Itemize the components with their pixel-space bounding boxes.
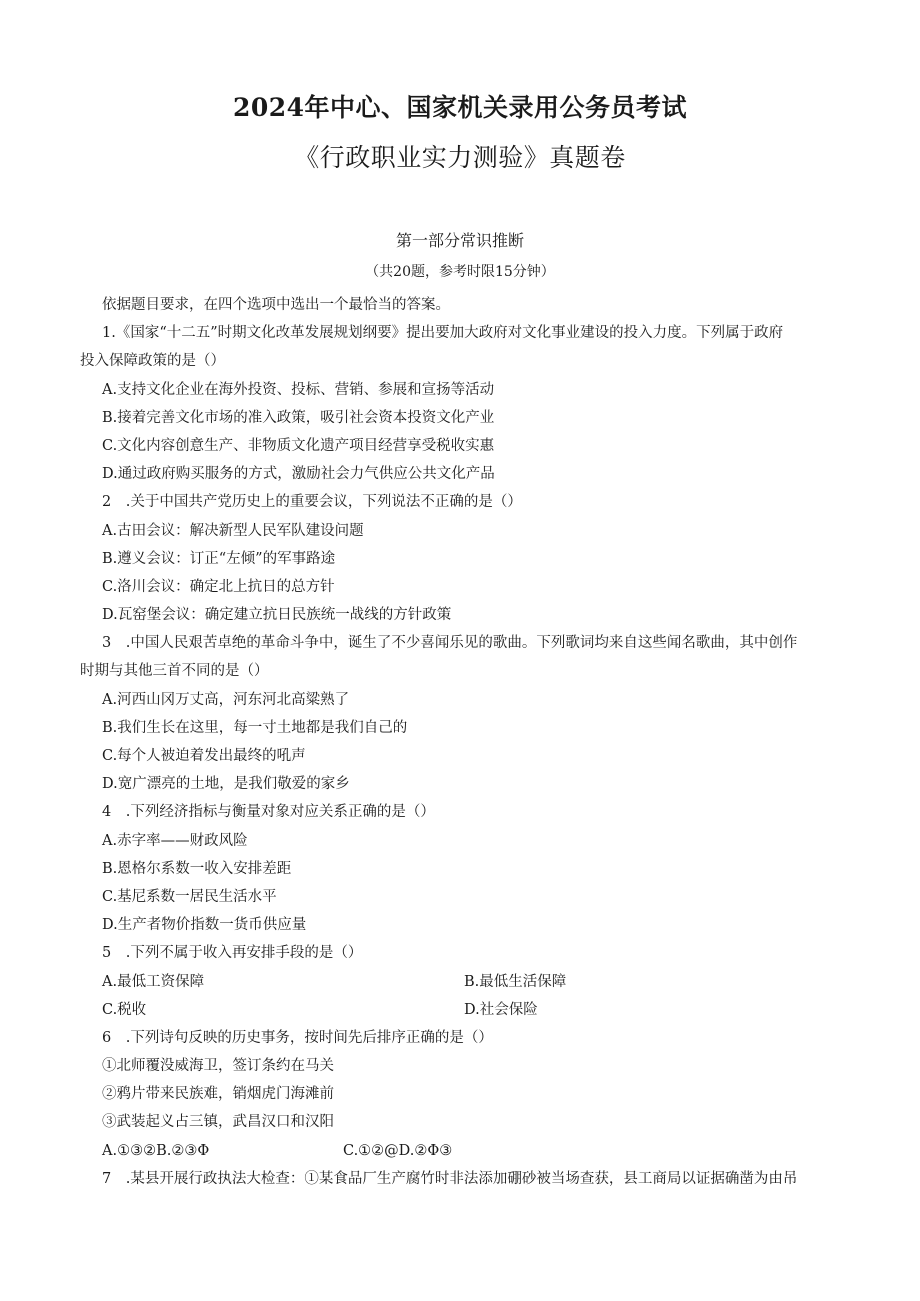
question-3-option-c: C.每个人被迫着发出最终的吼声 (102, 748, 306, 764)
exam-subtitle: 《行政职业实力测验》真题卷 (294, 143, 626, 172)
question-2-option-c: C.洛川会议：确定北上抗日的总方针 (102, 578, 335, 595)
question-1-option-a: A.支持文化企业在海外投资、投标、营销、参展和宣扬等活动 (102, 381, 495, 398)
question-5-option-b: B.最低生活保障 (464, 973, 567, 990)
instruction-text: 依据题目要求，在四个选项中选出一个最恰当的答案。 (102, 297, 450, 313)
question-1-option-c: C.文化内容创意生产、非物质文化遗产项目经营享受税收实惠 (102, 437, 495, 454)
question-2-option-d: D.瓦窑堡会议：确定建立抗日民族统一战线的方针政策 (102, 607, 452, 624)
question-6-item-2: ②鸦片带来民族难，销烟虎门海滩前 (102, 1086, 334, 1103)
question-6-item-1: ①北师覆没威海卫，签订条约在马关 (102, 1058, 334, 1075)
section-note: （共20题，参考时限15分钟） (365, 264, 555, 280)
question-1-option-b: B.接着完善文化市场的准入政策，吸引社会资本投资文化产业 (102, 409, 495, 426)
question-6-option-ab: A.①③②B.②③Φ (102, 1142, 210, 1159)
question-4-stem: 4 .下列经济指标与衡量对象对应关系正确的是（） (102, 804, 435, 821)
question-3-option-b: B.我们生长在这里，每一寸土地都是我们自己的 (102, 719, 408, 736)
question-4-option-d: D.生产者物价指数一货币供应量 (102, 917, 307, 934)
question-list (80, 291, 842, 1193)
question-1-stem: 1.《国家“十二五”时期文化改革发展规划纲要》提出要加大政府对文化事业建设的投入力度。下列属于政府 (102, 325, 784, 342)
question-5-options-row-2 (80, 996, 842, 1024)
question-6-item-3: ③武装起义占三镇，武昌汉口和汉阳 (102, 1114, 334, 1131)
question-7-stem: 7 .某县开展行政执法大检查：①某食品厂生产腐竹时非法添加硼砂被当场查获，县工商局以证据确凿为由吊 (102, 1170, 798, 1187)
question-4-option-b: B.恩格尔系数一收入安排差距 (102, 860, 292, 877)
question-6-option-cd: C.①②@D.②Φ③ (343, 1142, 453, 1159)
question-3-option-d: D.宽广漂亮的土地，是我们敬爱的家乡 (102, 776, 350, 793)
question-3-option-a: A.河西山冈万丈高，河东河北高粱熟了 (102, 691, 350, 708)
question-4-option-c: C.基尼系数一居民生活水平 (102, 888, 277, 905)
question-5-stem: 5 .下列不属于收入再安排手段的是（） (102, 945, 363, 962)
exam-title: 2024年中心、国家机关录用公务员考试 (232, 93, 688, 122)
question-1-option-d: D.通过政府购买服务的方式，激励社会力气供应公共文化产品 (102, 466, 495, 483)
question-6-options-row (80, 1137, 842, 1165)
question-1-stem-cont: 投入保障政策的是（） (80, 353, 225, 370)
section-title: 第一部分常识推断 (395, 231, 524, 250)
question-5-option-a: A.最低工资保障 (102, 973, 205, 990)
question-3-stem: 3 .中国人民艰苦卓绝的革命斗争中，诞生了不少喜闻乐见的歌曲。下列歌词均来自这些闻名歌曲，其中创作 (102, 635, 798, 652)
question-2-option-a: A.古田会议：解决新型人民军队建设问题 (102, 522, 364, 539)
question-4-option-a: A.赤字率——财政风险 (102, 832, 248, 849)
question-3-stem-cont: 时期与其他三首不同的是（） (80, 663, 269, 680)
question-5-option-c: C.税收 (102, 1001, 147, 1018)
question-5-option-d: D.社会保险 (464, 1001, 538, 1018)
question-6-stem: 6 .下列诗句反映的历史事务，按时间先后排序正确的是（） (102, 1029, 493, 1046)
question-5-options-row-1 (80, 968, 842, 996)
question-2-stem: 2 .关于中国共产党历史上的重要会议，下列说法不正确的是（） (102, 494, 522, 511)
question-2-option-b: B.遵义会议：订正“左倾”的军事路途 (102, 550, 336, 567)
